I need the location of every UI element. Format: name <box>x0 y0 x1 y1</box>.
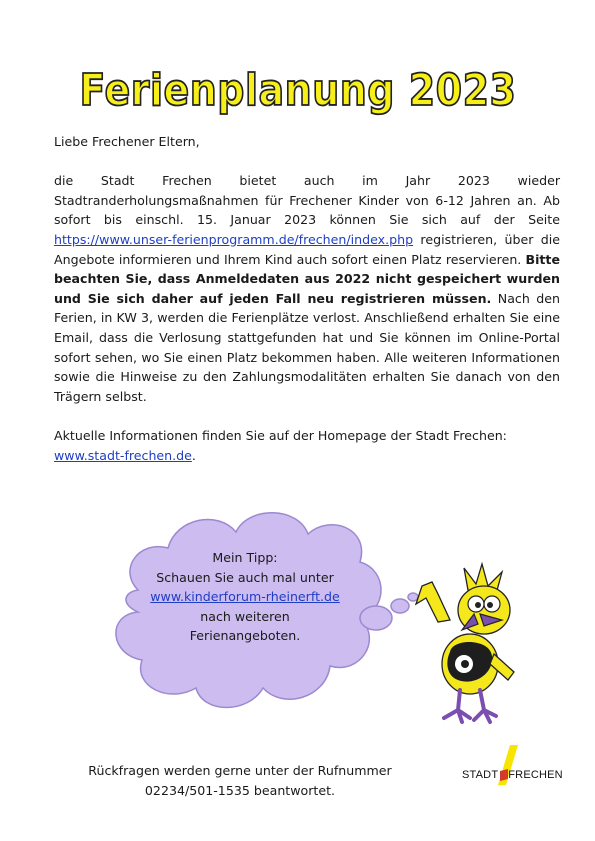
paragraph-text: die Stadt Frechen bietet auch im Jahr 2023 wieder Stadtranderholungsmaßnahmen für Frechener Kinder von 6-12 Jahren an. Ab sofort bis einschl. 15. Januar 2023 können Sie sich auf der Seite <box>54 173 560 228</box>
logo-text-left: STADT <box>462 769 499 781</box>
mascot-bird-illustration <box>408 560 548 730</box>
stadt-frechen-logo <box>462 745 582 790</box>
page-title <box>0 52 595 114</box>
paragraph-homepage <box>54 426 560 465</box>
ferienprogramm-link[interactable]: https://www.unser-ferienprogramm.de/frechen/index.php <box>54 231 414 247</box>
tip-line: Schauen Sie auch mal unter <box>156 569 334 585</box>
footer-phone: 02234/501-1535 beantwortet. <box>144 782 336 798</box>
paragraph-text: Aktuelle Informationen finden Sie auf der Homepage der Stadt Frechen: <box>54 427 507 443</box>
paragraph-text: Nach den Ferien, in KW 3, werden die Ferienplätze verlost. Anschließend erhalten Sie eine Email, dass die Verlosung stattgefunden hat und Sie können im Online-Portal sofort sehen, wo Sie einen Platz bekommen haben. Alle weiteren Informationen sowie die Hinweise zu den Zahlungsmodalitäten erhalten Sie danach von den Trägern selbst. <box>54 290 560 404</box>
footer-contact <box>70 761 410 800</box>
tip-line: nach weiteren <box>200 608 290 624</box>
paragraph-registration <box>54 171 560 406</box>
kinderforum-link[interactable]: www.kinderforum-rheinerft.de <box>150 589 340 604</box>
footer-line: Rückfragen werden gerne unter der Rufnummer <box>88 763 392 778</box>
tip-heading: Mein Tipp: <box>212 550 278 565</box>
letter-body <box>54 132 560 465</box>
tip-text <box>130 548 360 646</box>
logo-text-right: FRECHEN <box>508 769 563 781</box>
important-notice: Bitte beachten Sie, dass Anmeldedaten aus 2022 nicht gespeichert wurden und Sie sich daher auf jeden Fall neu registrieren müssen. <box>54 251 560 306</box>
stadt-frechen-link[interactable]: www.stadt-frechen.de <box>54 447 192 463</box>
tip-line: Ferienangeboten. <box>189 628 301 643</box>
paragraph-text: registrieren, über die Angebote informieren und Ihrem Kind auch sofort einen Platz reservieren. <box>54 231 560 267</box>
punctuation: . <box>191 447 196 463</box>
salutation: Liebe Frechener Eltern, <box>54 134 200 149</box>
page-title-text: Ferienplanung 2023 <box>79 64 516 116</box>
